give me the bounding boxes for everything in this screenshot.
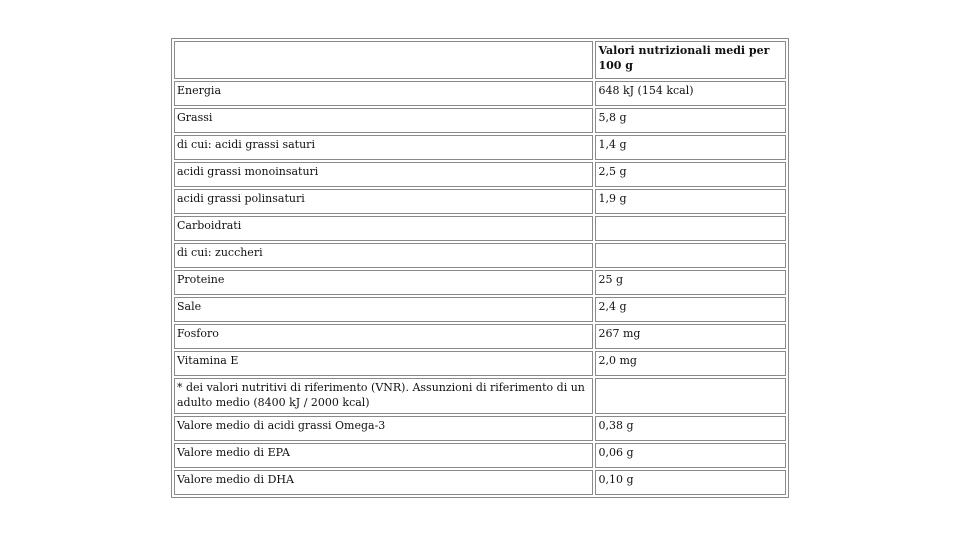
- table-row: [174, 297, 786, 322]
- header-value-cell: Valori nutrizionali medi per 100 g: [595, 41, 786, 79]
- table-row: [174, 324, 786, 349]
- nutrient-value: 0,10 g: [595, 470, 786, 495]
- nutrient-label: Sale: [174, 297, 593, 322]
- nutrient-value: 1,9 g: [595, 189, 786, 214]
- nutrient-value: 0,06 g: [595, 443, 786, 468]
- nutrient-label: Energia: [174, 81, 593, 106]
- table-row: [174, 351, 786, 376]
- nutrient-value: 25 g: [595, 270, 786, 295]
- nutrient-value: [595, 243, 786, 268]
- table-row: [174, 135, 786, 160]
- nutrient-label: acidi grassi monoinsaturi: [174, 162, 593, 187]
- nutrient-value: 0,38 g: [595, 416, 786, 441]
- nutrition-table: [171, 38, 789, 498]
- nutrient-label: Fosforo: [174, 324, 593, 349]
- table-row: [174, 470, 786, 495]
- nutrient-value: 2,0 mg: [595, 351, 786, 376]
- nutrient-value: 648 kJ (154 kcal): [595, 81, 786, 106]
- nutrient-value: [595, 216, 786, 241]
- nutrient-value: 1,4 g: [595, 135, 786, 160]
- table-row: [174, 216, 786, 241]
- table-row: [174, 162, 786, 187]
- table-row-footnote: [174, 378, 786, 414]
- table-row: [174, 108, 786, 133]
- nutrient-label: Valore medio di EPA: [174, 443, 593, 468]
- header-label-cell: [174, 41, 593, 79]
- table-row: [174, 189, 786, 214]
- footnote-text: * dei valori nutritivi di riferimento (VNR). Assunzioni di riferimento di un adulto medio (8400 kJ / 2000 kcal): [174, 378, 593, 414]
- nutrient-label: di cui: zuccheri: [174, 243, 593, 268]
- table-row: [174, 81, 786, 106]
- footnote-value: [595, 378, 786, 414]
- table-header-row: [174, 41, 786, 79]
- table-row: [174, 243, 786, 268]
- nutrient-value: 5,8 g: [595, 108, 786, 133]
- nutrient-value: 2,5 g: [595, 162, 786, 187]
- nutrient-value: 2,4 g: [595, 297, 786, 322]
- table-row: [174, 270, 786, 295]
- nutrient-label: Proteine: [174, 270, 593, 295]
- nutrient-label: Valore medio di acidi grassi Omega-3: [174, 416, 593, 441]
- nutrient-label: acidi grassi polinsaturi: [174, 189, 593, 214]
- nutrient-label: di cui: acidi grassi saturi: [174, 135, 593, 160]
- nutrient-label: Carboidrati: [174, 216, 593, 241]
- nutrient-label: Grassi: [174, 108, 593, 133]
- table-row: [174, 416, 786, 441]
- nutrient-label: Vitamina E: [174, 351, 593, 376]
- table-row: [174, 443, 786, 468]
- nutrient-label: Valore medio di DHA: [174, 470, 593, 495]
- nutrient-value: 267 mg: [595, 324, 786, 349]
